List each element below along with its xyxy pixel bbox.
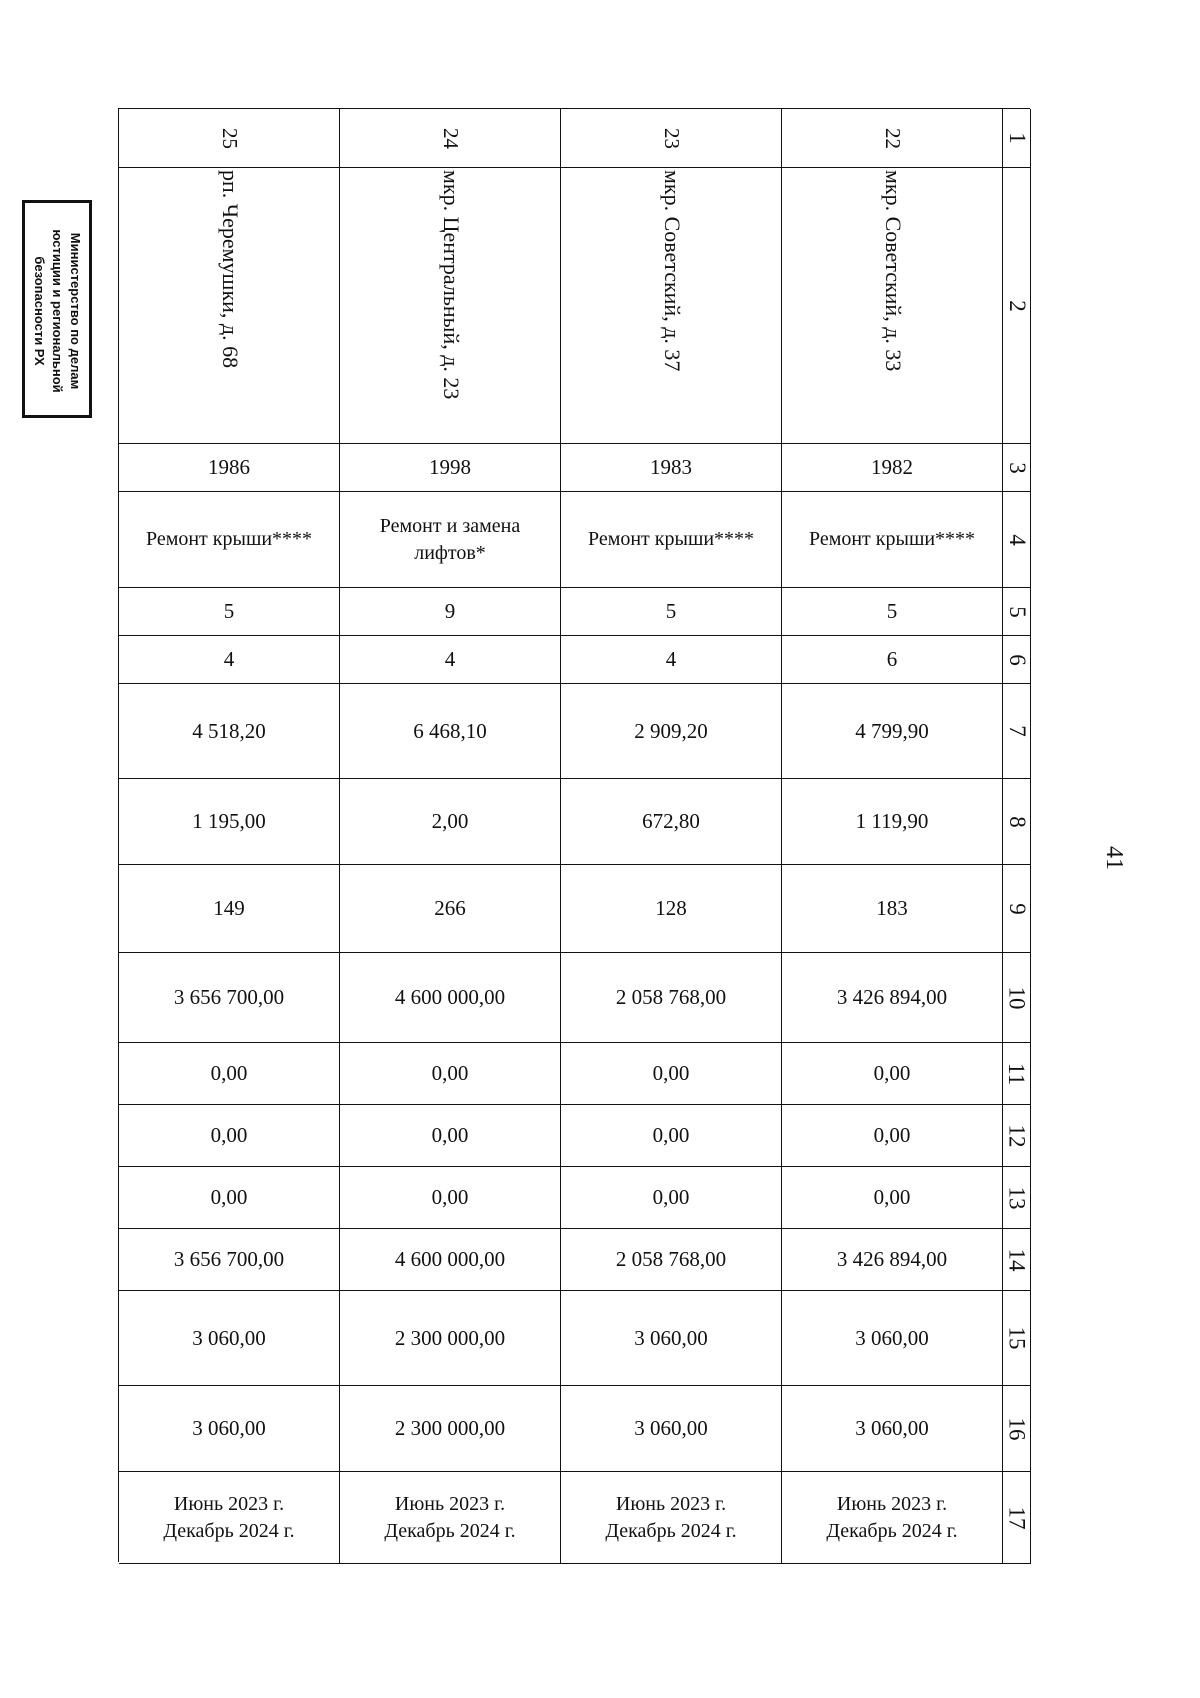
address: мкр. Центральный, д. 23	[439, 170, 464, 400]
column-number: 15	[1004, 1326, 1030, 1350]
stamp-line: юстиции и региональной	[50, 229, 65, 393]
col12-cell: 0,00	[782, 1105, 1003, 1167]
column-number-cell	[1003, 865, 1031, 953]
address-cell	[782, 168, 1003, 444]
cost-total-cell: 3 426 894,00	[782, 953, 1003, 1043]
work-type-cell: Ремонт крыши****	[561, 492, 782, 588]
floors-cell: 5	[561, 588, 782, 636]
period-end: Декабрь 2024 г.	[384, 1519, 516, 1542]
entrances-cell: 4	[561, 636, 782, 684]
year-cell: 1982	[782, 444, 1003, 492]
col15-cell: 3 060,00	[119, 1291, 340, 1386]
period-cell	[119, 1472, 340, 1564]
entrances-cell: 6	[782, 636, 1003, 684]
column-number-cell	[1003, 1472, 1031, 1564]
period-start: Июнь 2023 г.	[394, 1492, 506, 1515]
area-total-cell: 4 518,20	[119, 684, 340, 779]
address-cell	[119, 168, 340, 444]
column-number-cell	[1003, 684, 1031, 779]
area-living-cell: 672,80	[561, 779, 782, 865]
address-cell	[561, 168, 782, 444]
residents-cell: 128	[561, 865, 782, 953]
residents-cell: 266	[340, 865, 561, 953]
floors-cell: 9	[340, 588, 561, 636]
column-number: 16	[1004, 1417, 1030, 1440]
column-number: 13	[1004, 1186, 1030, 1209]
column-number-cell	[1003, 1105, 1031, 1167]
entrances-cell: 4	[119, 636, 340, 684]
floors-cell: 5	[782, 588, 1003, 636]
row-number-cell	[340, 109, 561, 168]
column-number: 2	[1004, 299, 1030, 312]
column-number-cell	[1003, 168, 1031, 444]
col14-cell: 3 656 700,00	[119, 1229, 340, 1291]
col15-cell: 2 300 000,00	[340, 1291, 561, 1386]
row-number: 23	[659, 127, 684, 149]
column-number: 5	[1004, 605, 1030, 618]
year-cell: 1998	[340, 444, 561, 492]
column-number: 6	[1004, 653, 1030, 666]
work-type-cell: Ремонт крыши****	[782, 492, 1003, 588]
col11-cell: 0,00	[119, 1043, 340, 1105]
period-cell	[340, 1472, 561, 1564]
column-number: 4	[1004, 533, 1030, 546]
stamp-line: Министерство по делам	[68, 232, 83, 390]
col16-cell: 3 060,00	[119, 1386, 340, 1472]
area-living-cell: 1 195,00	[119, 779, 340, 865]
col14-cell: 4 600 000,00	[340, 1229, 561, 1291]
column-number-cell	[1003, 109, 1031, 168]
col16-cell: 3 060,00	[782, 1386, 1003, 1472]
row-number: 24	[438, 127, 463, 149]
col11-cell: 0,00	[782, 1043, 1003, 1105]
year-cell: 1986	[119, 444, 340, 492]
row-number-cell	[782, 109, 1003, 168]
period-end: Декабрь 2024 г.	[605, 1519, 737, 1542]
row-number-cell	[119, 109, 340, 168]
repair-table	[118, 108, 1030, 1562]
row-number: 22	[880, 127, 905, 149]
area-living-cell: 1 119,90	[782, 779, 1003, 865]
address: мкр. Советский, д. 33	[881, 170, 906, 372]
area-total-cell: 6 468,10	[340, 684, 561, 779]
column-number: 3	[1004, 461, 1030, 474]
column-number: 17	[1004, 1506, 1030, 1529]
col11-cell: 0,00	[340, 1043, 561, 1105]
col15-cell: 3 060,00	[561, 1291, 782, 1386]
stamp-line: безопасности РХ	[32, 256, 47, 366]
column-number: 9	[1004, 902, 1030, 915]
work-type-cell: Ремонт крыши****	[119, 492, 340, 588]
col11-cell: 0,00	[561, 1043, 782, 1105]
column-number: 10	[1004, 986, 1030, 1009]
area-total-cell: 2 909,20	[561, 684, 782, 779]
area-living-cell: 2,00	[340, 779, 561, 865]
column-number-cell	[1003, 1167, 1031, 1229]
col14-cell: 3 426 894,00	[782, 1229, 1003, 1291]
column-number-cell	[1003, 1043, 1031, 1105]
col13-cell: 0,00	[561, 1167, 782, 1229]
address: мкр. Советский, д. 37	[660, 170, 685, 372]
column-number: 14	[1004, 1248, 1030, 1271]
residents-cell: 183	[782, 865, 1003, 953]
period-start: Июнь 2023 г.	[615, 1492, 727, 1515]
entrances-cell: 4	[340, 636, 561, 684]
column-number-cell	[1003, 636, 1031, 684]
period-start: Июнь 2023 г.	[173, 1492, 285, 1515]
column-number: 11	[1004, 1062, 1030, 1085]
period-end: Декабрь 2024 г.	[826, 1519, 958, 1542]
cost-total-cell: 2 058 768,00	[561, 953, 782, 1043]
column-number-cell	[1003, 779, 1031, 865]
period-cell	[782, 1472, 1003, 1564]
residents-cell: 149	[119, 865, 340, 953]
column-number-cell	[1003, 953, 1031, 1043]
column-number: 12	[1004, 1124, 1030, 1147]
col13-cell: 0,00	[782, 1167, 1003, 1229]
period-start: Июнь 2023 г.	[836, 1492, 948, 1515]
column-number: 7	[1004, 725, 1030, 737]
column-number-cell	[1003, 1291, 1031, 1386]
col16-cell: 3 060,00	[561, 1386, 782, 1472]
year-cell: 1983	[561, 444, 782, 492]
column-number-cell	[1003, 492, 1031, 588]
page-number: 41	[1101, 846, 1128, 870]
floors-cell: 5	[119, 588, 340, 636]
period-end: Декабрь 2024 г.	[163, 1519, 295, 1542]
col13-cell: 0,00	[119, 1167, 340, 1229]
column-number: 1	[1004, 132, 1030, 144]
column-number-cell	[1003, 444, 1031, 492]
column-number-cell	[1003, 1229, 1031, 1291]
registration-stamp	[22, 200, 92, 418]
col14-cell: 2 058 768,00	[561, 1229, 782, 1291]
col12-cell: 0,00	[119, 1105, 340, 1167]
col13-cell: 0,00	[340, 1167, 561, 1229]
col12-cell: 0,00	[561, 1105, 782, 1167]
cost-total-cell: 4 600 000,00	[340, 953, 561, 1043]
period-cell	[561, 1472, 782, 1564]
area-total-cell: 4 799,90	[782, 684, 1003, 779]
row-number-cell	[561, 109, 782, 168]
cost-total-cell: 3 656 700,00	[119, 953, 340, 1043]
column-number-cell	[1003, 588, 1031, 636]
column-number: 8	[1004, 815, 1030, 828]
work-type-cell: Ремонт и замена лифтов*	[340, 492, 561, 588]
column-number-cell	[1003, 1386, 1031, 1472]
col12-cell: 0,00	[340, 1105, 561, 1167]
address: рп. Черемушки, д. 68	[218, 170, 243, 369]
row-number: 25	[217, 127, 242, 149]
col16-cell: 2 300 000,00	[340, 1386, 561, 1472]
col15-cell: 3 060,00	[782, 1291, 1003, 1386]
address-cell	[340, 168, 561, 444]
